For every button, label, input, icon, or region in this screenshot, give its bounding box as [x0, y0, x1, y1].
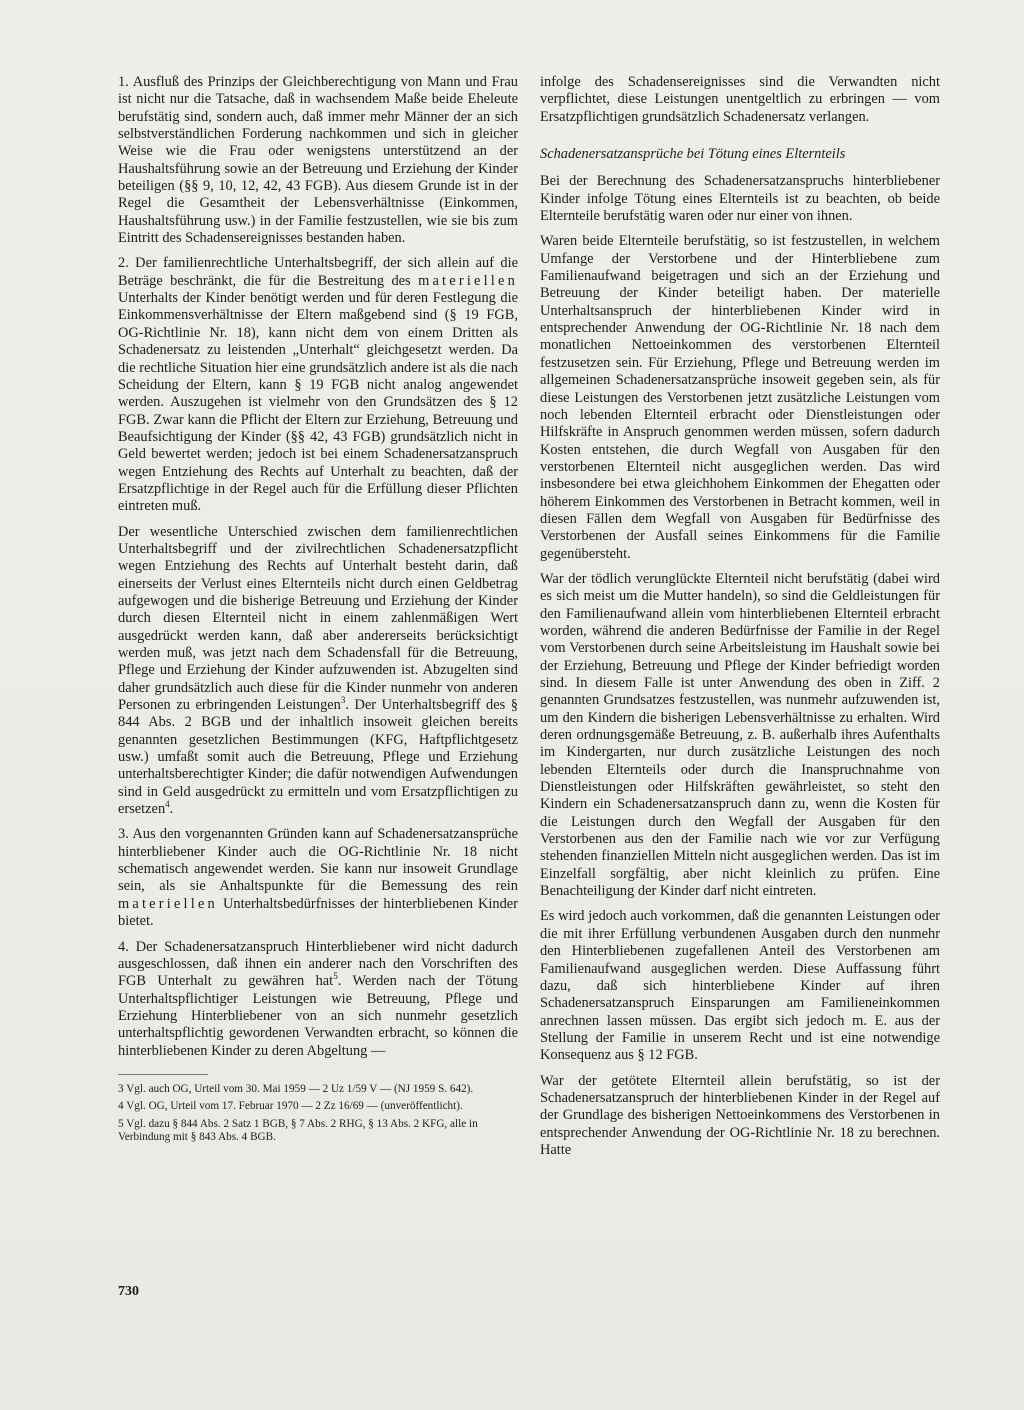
footnote-4: 4 Vgl. OG, Urteil vom 17. Februar 1970 — 2 Zz 16/69 — (unveröffentlicht). [118, 1100, 463, 1113]
footnote-ref: 3 [340, 695, 346, 706]
page-number: 730 [118, 1284, 139, 1299]
paragraph-r6: War der getötete Elternteil allein berufstätig, so ist der Schadenersatzanspruch der hinterbliebenen Kinder in der Regel auf der Grundlage des bisherigen Nettoeinkommens des Verstorbenen in entsprechender Anwendung der OG-Richtlinie Nr. 18 zu berechnen. Hatte [540, 1072, 940, 1158]
paragraph-r4: War der tödlich verunglückte Elternteil nicht berufstätig (dabei wird es sich meist um die Mutter handeln), so sind die Geldleistungen für den Familienaufwand allein vom hinterbliebenen Elternteil erbracht worden, während die anderen Bedürfnisse der Familie in der Regel vom Verstorbenen durch seine Arbeitsleistung im Haushalt sowie bei der Erziehung, Betreuung und Pflege der Kinder befriedigt worden sind. In diesem Falle ist unter Anwendung des oben in Ziff. 2 genannten Grundsatzes festzustellen, was nunmehr aufzuwenden ist, um den Kindern die bisherigen Lebensverhältnisse zu erhalten. Wird deren ordnungsgemäße Betreuung, z. B. außerhalb ihres Aufenthalts im Kindergarten, nur durch zusätzliche Leistungen des noch lebenden Elternteils oder durch die Inanspruchnahme von Dienstleistungen oder Hilfskräften gewährleistet, so steht den Kindern ein Schadenersatzanspruch dann zu, wenn die Kosten für die Leistungen durch den Wegfall der Ausgaben für den Verstorbenen aus den der Familie nach wie vor zur Verfügung stehenden finanziellen Mitteln nicht ausgeglichen werden. Das ist im Einzelfall sorgfältig, aber nicht kleinlich zu prüfen. Eine Benachteiligung der Kinder darf nicht eintreten. [540, 570, 940, 900]
footnote-ref: 5 [333, 971, 338, 982]
footnote-3: 3 Vgl. auch OG, Urteil vom 30. Mai 1959 — 2 Uz 1/59 V — (NJ 1959 S. 642). [118, 1082, 474, 1095]
footnote-5: 5 Vgl. dazu § 844 Abs. 2 Satz 1 BGB, § 7 Abs. 2 RHG, § 13 Abs. 2 KFG, alle in Verbindung mit § 843 Abs. 4 BGB. [118, 1117, 478, 1144]
emphasis-spaced: materiellen [418, 272, 518, 289]
paragraph-2: 2. Der familienrechtliche Unterhaltsbegriff, der sich allein auf die Beträge beschränkt, die für die Bestreitung des materiellen Unterhalts der Kinder benötigt werden und für deren Festlegung die Einkommensverhältnisse der Eltern maßgebend sind (§ 19 FGB, OG-Richtlinie Nr. 18), kann nicht dem von einem Dritten als Schadenersatz zu leistenden „Unterhalt“ gleichgesetzt werden. Da die rechtliche Situation hier eine grundsätzlich andere ist als die nach Scheidung der Eltern, kann § 19 FGB nicht analog angewendet werden. Auszugehen ist vielmehr von den Grundsätzen des § 12 FGB. Zwar kann die Pflicht der Eltern zur Erziehung, Betreuung und Beaufsichtigung der Kinder (§§ 42, 43 FGB) grundsätzlich nicht in Geld bewertet werden; jedoch ist bei einem Schadenersatzanspruch wegen Entziehung des Rechts auf Unterhalt zu beachten, daß der Ersatzpflichtige in der Regel auch für die Erfüllung dieser Pflichten eintreten muß. [118, 255, 518, 515]
paragraph-r2: Bei der Berechnung des Schadenersatzanspruchs hinterbliebener Kinder infolge Tötung eines Elternteils ist zu beachten, ob beide Elternteile berufstätig waren oder nur einer von ihnen. [540, 173, 940, 225]
paragraph-r3: Waren beide Elternteile berufstätig, so ist festzustellen, in welchem Umfange der Verstorbene und der Hinterbliebene zum Familienaufwand beigetragen und sich an der Erziehung und Betreuung der Kinder beteiligt haben. Der materielle Unterhaltsanspruch der hinterbliebenen Kinder wird in entsprechender Anwendung der OG-Richtlinie Nr. 18 nach dem monatlichen Nettoeinkommen des verstorbenen Elternteil festzusetzen sein. Für Erziehung, Pflege und Betreuung werden im allgemeinen Schadenersatzansprüche insoweit gegeben sein, als für diese Leistungen des Verstorbenen jetzt zusätzliche Leistungen vom noch lebenden Elternteil erbracht oder Dienstleistungen oder Hilfskräfte in Anspruch genommen werden müssen, sofern dadurch Kosten entstehen, die durch Wegfall von Ausgaben für den verstorbenen Elternteil nicht ausgeglichen werden. Das wird insbesondere bei etwa gleichhohem Einkommen der Ehegatten oder höherem Einkommen des Verstorbenen in Betracht kommen, weil in diesen Fällen dem Wegfall von Ausgaben für Bedürfnisse des Verstorbenen der Ausfall seines Einkommens für die Familie gegenübersteht. [540, 233, 940, 562]
left-column [118, 74, 518, 1149]
footnote-ref: 4 [165, 799, 170, 810]
paragraph-r1: infolge des Schadensereignisses sind die Verwandten nicht verpflichtet, diese Leistungen unentgeltlich zu erbringen — vom Ersatzpflichtigen grundsätzlich Schadenersatz verlangen. [540, 74, 940, 125]
paragraph-1: 1. Ausfluß des Prinzips der Gleichberechtigung von Mann und Frau ist nicht nur die Tatsache, daß in wachsendem Maße beide Eheleute berufstätig sind, sondern auch, daß immer mehr Männer der an sich selbstverständlichen Forderung nachkommen und sich in gleicher Weise wie die Frau oder wenigstens unterstützend an der Haushaltsführung sowie an der Betreuung und Erziehung der Kinder beteiligen (§§ 9, 10, 12, 42, 43 FGB). Aus diesem Grunde ist in der Regel die Gesamtheit der Lebensverhältnisse (Einkommen, Haushaltsführung usw.) in der Familie festzustellen, wie sie bis zum Eintritt des Schadensereignisses bestanden haben. [118, 74, 518, 247]
right-column [540, 74, 940, 1167]
footnote-divider [118, 1074, 208, 1075]
paragraph-4: 3. Aus den vorgenannten Gründen kann auf Schadenersatzansprüche hinterbliebener Kinder auch die OG-Richtlinie Nr. 18 nicht schematisch angewendet werden. Sie kann nur insoweit Grundlage sein, als sie Anhaltspunkte für die Bemessung des rein materiellen Unterhaltsbedürfnisses der hinterbliebenen Kinder bietet. [118, 826, 518, 930]
paragraph-3: Der wesentliche Unterschied zwischen dem familienrechtlichen Unterhaltsbegriff und der zivilrechtlichen Schadenersatzpflicht wegen Entziehung des Rechts auf Unterhalt besteht darin, daß einerseits der Verlust eines Elternteils nicht durch einen Geldbetrag aufgewogen und die bisherige Betreuung und Erziehung der Kinder durch diesen Elternteil nicht in einem zahlenmäßigen Wert ausgedrückt werden kann, daß aber andererseits berücksichtigt werden muß, was jetzt nach dem Schadensfall für die Betreuung, Pflege und Erziehung der Kinder aufzuwenden ist. Abzugelten sind daher grundsätzlich auch diese für die Kinder nunmehr von anderen Personen zu erbringenden Leistungen$^3$. Der Unterhaltsbegriff des § 844 Abs. 2 BGB und der inhaltlich insoweit gleichen bereits genannten gesetzlichen Bestimmungen (KFG, Haftpflichtgesetz usw.) umfaßt somit auch die Betreuung, Pflege und Erziehung unterhaltsberechtigter Kinder; die dafür notwendigen Aufwendungen sind in Geld ausgedrückt zu ermitteln und vom Ersatzpflichtigen zu ersetzen$^4$. [118, 523, 518, 818]
emphasis-spaced: materiellen [118, 895, 218, 912]
footnotes [118, 1083, 518, 1145]
section-heading: Schadenersatzansprüche bei Tötung eines Elternteils [540, 146, 846, 163]
paragraph-5: 4. Der Schadenersatzanspruch Hinterbliebener wird nicht dadurch ausgeschlossen, daß ihnen ein anderer nach den Vorschriften des FGB Unterhalt zu gewähren hat$^5$. Werden nach der Tötung Unterhaltspflichtiger Leistungen wie Betreuung, Pflege und Erziehung Hinterbliebener von an sich nunmehr gesetzlich unterhaltspflichtig gewordenen Verwandten erbracht, so können die hinterbliebenen Kinder zu deren Abgeltung — [118, 938, 519, 1059]
paragraph-r5: Es wird jedoch auch vorkommen, daß die genannten Leistungen oder die mit ihrer Erfüllung verbundenen Ausgaben durch den nunmehr den Hinterbliebenen zugefallenen Anteil des Verstorbenen am Familienaufwand ausgeglichen werden. Diese Auffassung führt dazu, daß sich hinterbliebene Kinder auf ihren Schadenersatzanspruch Einsparungen am Familieneinkommen anrechnen lassen müssen. Das ergibt sich jedoch m. E. aus der Stellung der Familie in unserem Recht und ist eine notwendige Konsequenz aus § 12 FGB. [540, 908, 940, 1064]
